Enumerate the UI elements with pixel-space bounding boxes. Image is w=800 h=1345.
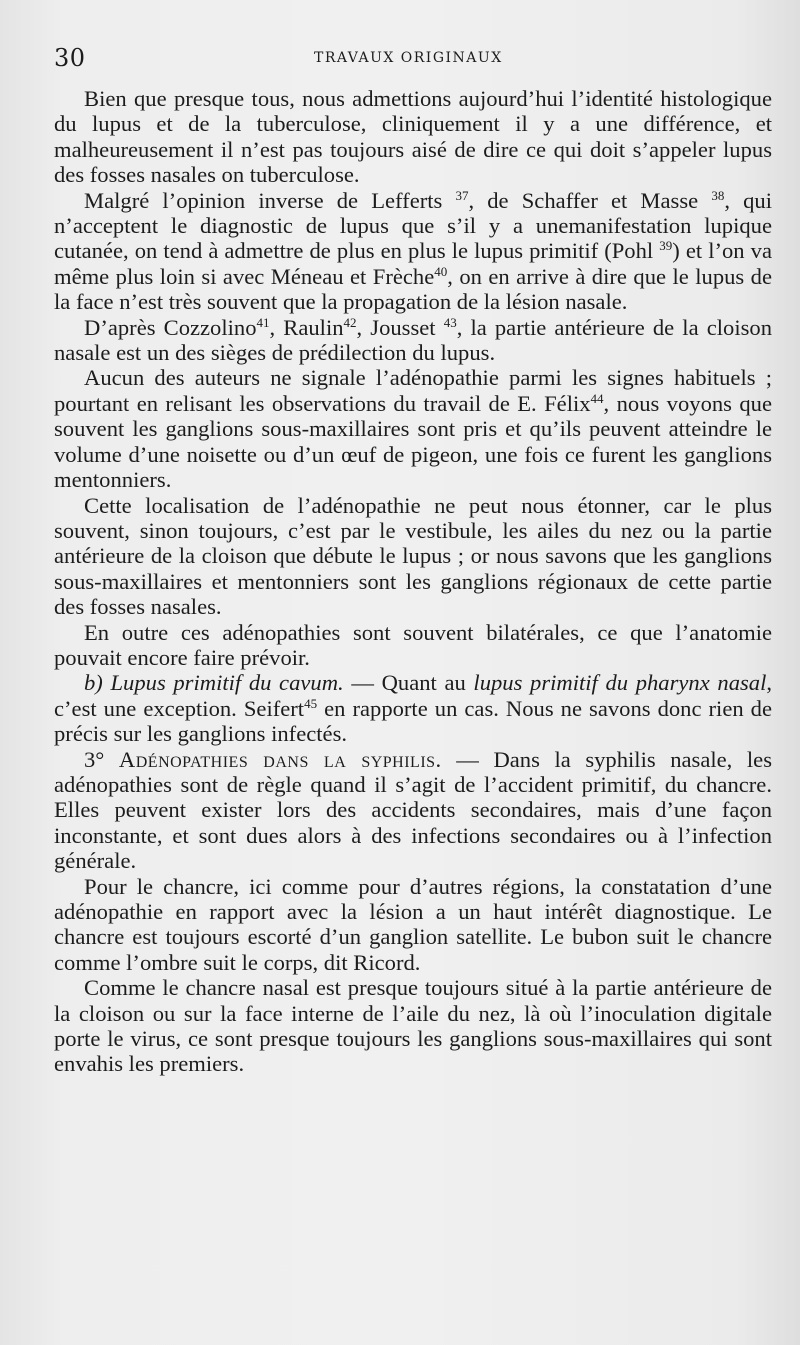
footnote-ref-38: 38 bbox=[711, 187, 725, 203]
text-run: — Dans la syphilis nasale, les adénopathies sont de règle quand il s’agit de l’accident primitif, du chancre. Elles peuvent exister lors des accidents secondaires, mais d’une façon inconstante, et sont dues alors à des infections secondaires ou à l’infection générale. bbox=[54, 746, 772, 874]
text-run: Malgré l’opinion inverse de Lefferts bbox=[84, 187, 456, 213]
text-run: — Quant au bbox=[343, 670, 474, 696]
text-run: , la partie antérieure de la cloison nasale est un des sièges de prédilection du lupus. bbox=[54, 314, 772, 366]
section-heading: Adénopathies dans la syphilis. bbox=[118, 746, 442, 772]
footnote-ref-37: 37 bbox=[455, 187, 469, 203]
page-number: 30 bbox=[54, 44, 86, 72]
footnote-ref-44: 44 bbox=[590, 391, 604, 407]
text-run: Aucun des auteurs ne signale l’adénopathie parmi les signes habituels ; pourtant en relisant les observations du travail de E. Félix bbox=[54, 365, 772, 416]
text-run: ) et l’on va même plus loin si avec Méneau et Frèche bbox=[54, 238, 772, 289]
body-text bbox=[54, 86, 772, 1077]
paragraph-10: Comme le chancre nasal est presque toujours situé à la partie antérieure de la cloison ou sur la face interne de l’aile du nez, là où l’inoculation digitale porte le virus, ce sont presque toujours les ganglions sous-maxillaires qui sont envahis les premiers. bbox=[54, 975, 772, 1077]
footnote-ref-39: 39 bbox=[659, 238, 673, 254]
footnote-ref-40: 40 bbox=[434, 264, 448, 280]
text-run: , nous voyons que souvent les ganglions sous-maxillaires sont pris et qu’ils peuvent atteindre le volume d’une noisette ou d’un œuf de pigeon, une fois ce furent les ganglions mentonniers. bbox=[54, 390, 772, 493]
paragraph-5: Cette localisation de l’adénopathie ne peut nous étonner, car le plus souvent, sinon toujours, c’est par le vestibule, les ailes du nez ou la partie antérieure de la cloison que débute le lupus ; or nous savons que les ganglions sous-maxillaires et mentonniers sont les ganglions régionaux de cette partie des fosses nasales. bbox=[54, 492, 772, 620]
footnote-ref-45: 45 bbox=[304, 695, 318, 711]
paragraph-4 bbox=[54, 365, 772, 492]
text-run: , qui n’acceptent le diagnostic de lupus que s’il y a unemanifestation lupique cutanée, on tend à admettre de plus en plus le lupus primitif (Pohl bbox=[54, 187, 772, 264]
footnote-ref-43: 43 bbox=[443, 314, 457, 330]
text-run: en rapporte un cas. Nous ne savons donc rien de précis sur les ganglions infectés. bbox=[54, 695, 772, 747]
paragraph-6: En outre ces adénopathies sont souvent bilatérales, ce que l’anatomie pouvait encore faire prévoir. bbox=[54, 619, 772, 670]
paragraph-2 bbox=[54, 188, 772, 315]
paragraph-7 bbox=[54, 670, 772, 746]
section-number: 3° bbox=[84, 746, 105, 772]
paragraph-1: Bien que presque tous, nous admettions aujourd’hui l’identité histologique du lupus et de la tuberculose, cliniquement il y a une différence, et malheureusement il n’est pas toujours aisé de dire ce qui doit s’appeler lupus des fosses nasales on tuberculose. bbox=[54, 86, 772, 188]
text-run: , Jousset bbox=[356, 314, 444, 340]
text-run: , c’est une exception. Seifert bbox=[54, 670, 773, 721]
paragraph-8 bbox=[54, 747, 772, 874]
paragraph-3 bbox=[54, 315, 772, 366]
text-run: , on en arrive à dire que le lupus de la face n’est très souvent que la propagation de la lésion nasale. bbox=[54, 263, 772, 315]
text-run: D’après Cozzolino bbox=[84, 314, 257, 340]
footnote-ref-41: 41 bbox=[256, 314, 270, 330]
subsection-title: Lupus primitif du cavum. bbox=[110, 670, 344, 696]
running-title: TRAVAUX ORIGINAUX bbox=[314, 50, 503, 66]
text-run: , de Schaffer et Masse bbox=[468, 187, 712, 213]
footnote-ref-42: 42 bbox=[343, 314, 357, 330]
paragraph-9: Pour le chancre, ici comme pour d’autres régions, la constatation d’une adénopathie en rapport avec la lésion a un haut intérêt diagnostique. Le chancre est toujours escorté d’un ganglion satellite. Le bubon suit le chancre comme l’ombre suit le corps, dit Ricord. bbox=[54, 873, 772, 975]
italic-term: lupus primitif du pharynx nasal bbox=[473, 670, 767, 696]
text-run: , Raulin bbox=[269, 314, 344, 340]
subsection-label: b) bbox=[84, 670, 103, 696]
